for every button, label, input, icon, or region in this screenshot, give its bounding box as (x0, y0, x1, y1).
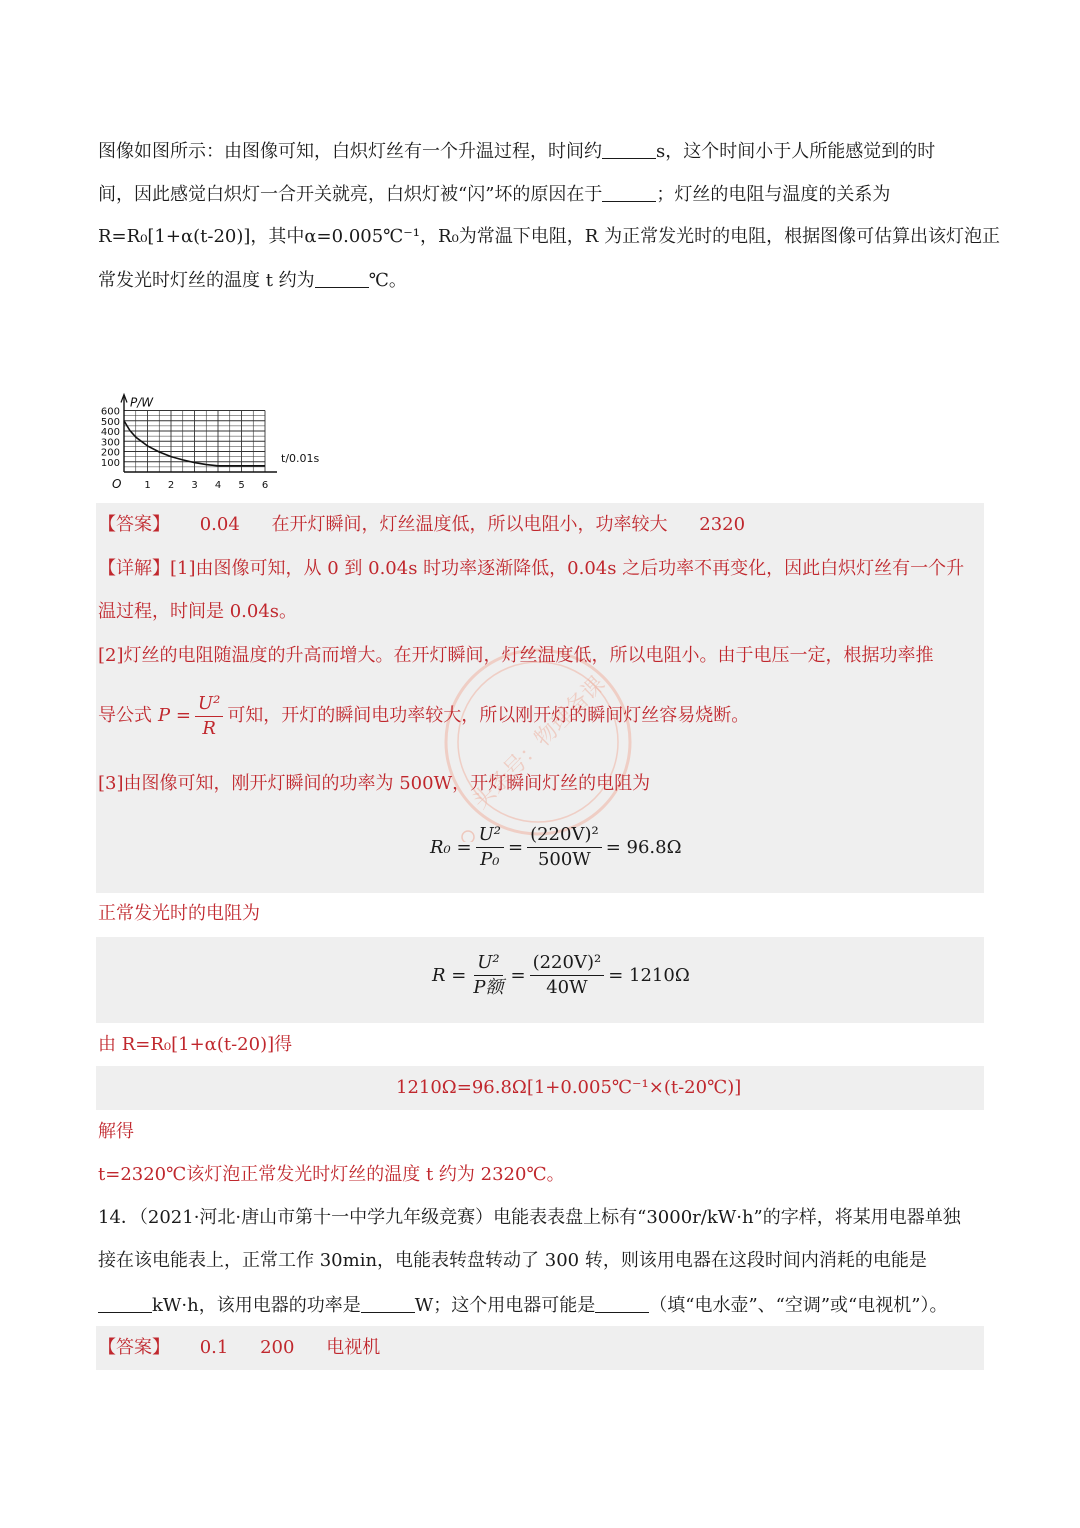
problem13-line1-text-a: 图像如图所示：由图像可知，白炽灯丝有一个升温过程，时间约 (98, 141, 602, 162)
problem14-line1: 14．（2021·河北·唐山市第十一中学九年级竞赛）电能表表盘上标有“3000r/kW·h”的字样，将某用电器单独 (98, 1207, 961, 1228)
formula-r (432, 953, 690, 998)
problem14-line3 (98, 1296, 947, 1315)
formula-r-numerator-2: (220V)² (530, 953, 605, 976)
formula-r0-denominator-1: P₀ (480, 848, 500, 870)
answer14-line (98, 1339, 380, 1357)
problem13-line2 (98, 185, 890, 204)
x-tick-label: 6 (261, 480, 269, 491)
origin-label: O (112, 477, 122, 491)
x-axis-label: t/0.01s (281, 452, 320, 465)
problem13-line1 (98, 142, 935, 161)
formula-p-numerator: U² (195, 694, 223, 717)
explain13-normal-label: 正常发光时的电阻为 (98, 903, 260, 924)
formula-r0-equals: = (507, 836, 524, 858)
answer-blank-1 (602, 142, 656, 159)
y-tick-label: 400 (100, 427, 120, 438)
answer-blank-6 (595, 1296, 649, 1313)
answer-blank-3 (315, 271, 369, 288)
answer-blank-4 (98, 1296, 152, 1313)
answer13-value-2: 在开灯瞬间，灯丝温度低，所以电阻小，功率较大 (271, 514, 668, 535)
y-tick-label: 600 (100, 406, 120, 418)
y-tick-label: 200 (100, 447, 120, 459)
formula-r-fraction-1 (470, 953, 506, 998)
problem13-line2-text-b: ；灯丝的电阻与温度的关系为 (656, 184, 891, 205)
x-tick-label: 2 (167, 480, 175, 491)
explain13-equation: 1210Ω=96.8Ω[1+0.005℃⁻¹×(t-20℃)] (396, 1077, 742, 1098)
answer14-value-2: 200 (260, 1337, 295, 1358)
explain13-p1-line2: 温过程，时间是 0.04s。 (98, 601, 298, 622)
formula-r0-denominator-2: 500W (537, 848, 591, 870)
explain13-tag: 【详解】 (98, 558, 170, 579)
power-time-chart (96, 316, 336, 496)
answer14-tag: 【答案】 (98, 1337, 170, 1358)
formula-p-denominator: R (202, 717, 216, 739)
formula-r-denominator-1: P额 (473, 976, 504, 998)
y-tick-label: 300 (100, 437, 120, 449)
explain13-by-label: 由 R=R₀[1+α(t-20)]得 (98, 1034, 293, 1055)
problem14-line2: 接在该电能表上，正常工作 30min，电能表转盘转动了 300 转，则该用电器在这段时间内消耗的电能是 (98, 1250, 927, 1271)
problem14-line3-text-a: kW·h，该用电器的功率是 (152, 1295, 361, 1316)
problem14-line3-text-c: （填“电水壶”、“空调”或“电视机”）。 (649, 1295, 948, 1316)
formula-r0-fraction-1 (476, 825, 504, 870)
formula-r-result: = 1210Ω (608, 964, 690, 986)
formula-r-lhs: R = (432, 964, 467, 986)
answer13-value-1: 0.04 (199, 514, 240, 535)
watermark-stamp (438, 642, 638, 842)
x-tick-label: 5 (238, 480, 245, 491)
x-tick-label: 1 (144, 480, 151, 491)
explain13-solve-label: 解得 (98, 1121, 134, 1142)
formula-r-denominator-2: 40W (546, 976, 588, 998)
y-tick-label: 100 (100, 457, 120, 469)
problem14-line3-text-b: W；这个用电器可能是 (414, 1295, 596, 1316)
answer13-tag: 【答案】 (98, 514, 170, 535)
answer13-line (98, 516, 745, 534)
explain13-p1-line1: [1]由图像可知，从 0 到 0.04s 时功率逐渐降低，0.04s 之后功率不再变化，因此白炽灯丝有一个升 (170, 558, 965, 579)
y-axis-label: P/W (130, 395, 154, 410)
answer14-value-1: 0.1 (199, 1337, 229, 1358)
formula-p-fraction (195, 694, 223, 739)
formula-p-lhs: P = (158, 705, 191, 727)
explain13-result: t=2320℃该灯泡正常发光时灯丝的温度 t 约为 2320℃。 (98, 1164, 565, 1185)
formula-r0-lhs: R₀ = (430, 836, 472, 858)
formula-r0 (430, 825, 682, 870)
explain13-p3: [3]由图像可知，刚开灯瞬间的功率为 500W，开灯瞬间灯丝的电阻为 (98, 773, 651, 794)
answer14-value-3: 电视机 (326, 1337, 381, 1358)
explain13-line1 (98, 560, 964, 578)
formula-r0-fraction-2 (527, 825, 602, 870)
x-tick-label: 3 (191, 480, 198, 491)
formula-r0-numerator-1: U² (476, 825, 504, 848)
formula-r-fraction-2 (530, 953, 605, 998)
answer-blank-2 (602, 185, 656, 202)
formula-r0-result: = 96.8Ω (605, 836, 682, 858)
answer13-value-3: 2320 (699, 514, 746, 535)
problem13-line4-text-b: ℃。 (368, 270, 407, 291)
problem13-line3: R=R₀[1+α(t-20)]，其中α=0.005℃⁻¹，R₀为常温下电阻，R 为正常发光时的电阻，根据图像可估算出该灯泡正 (98, 226, 1001, 247)
formula-r-equals: = (510, 964, 526, 986)
problem13-line4 (98, 271, 407, 290)
answer-blank-5 (361, 1296, 415, 1313)
problem13-line2-text-a: 间，因此感觉白炽灯一合开关就亮，白炽灯被“闪”坏的原因在于 (98, 184, 603, 205)
problem13-line1-text-b: s，这个时间小于人所能感觉到的时 (656, 141, 936, 162)
formula-r0-numerator-2: (220V)² (527, 825, 602, 848)
problem13-line4-text-a: 常发光时灯丝的温度 t 约为 (98, 270, 315, 291)
explain13-p2-prefix: 导公式 (98, 705, 152, 727)
formula-r-numerator-1: U² (474, 953, 502, 976)
watermark-text: 头条号：物理备课 (467, 671, 611, 815)
y-tick-label: 500 (100, 416, 120, 428)
explain13-p2-line1: [2]灯丝的电阻随温度的升高而增大。在开灯瞬间，灯丝温度低，所以电阻小。由于电压一定，根据功率推 (98, 645, 934, 666)
explain13-p2-suffix: 可知，开灯的瞬间电功率较大，所以刚开灯的瞬间灯丝容易烧断。 (227, 705, 750, 727)
x-tick-label: 4 (214, 480, 222, 491)
explain13-p2-line2 (98, 694, 749, 739)
